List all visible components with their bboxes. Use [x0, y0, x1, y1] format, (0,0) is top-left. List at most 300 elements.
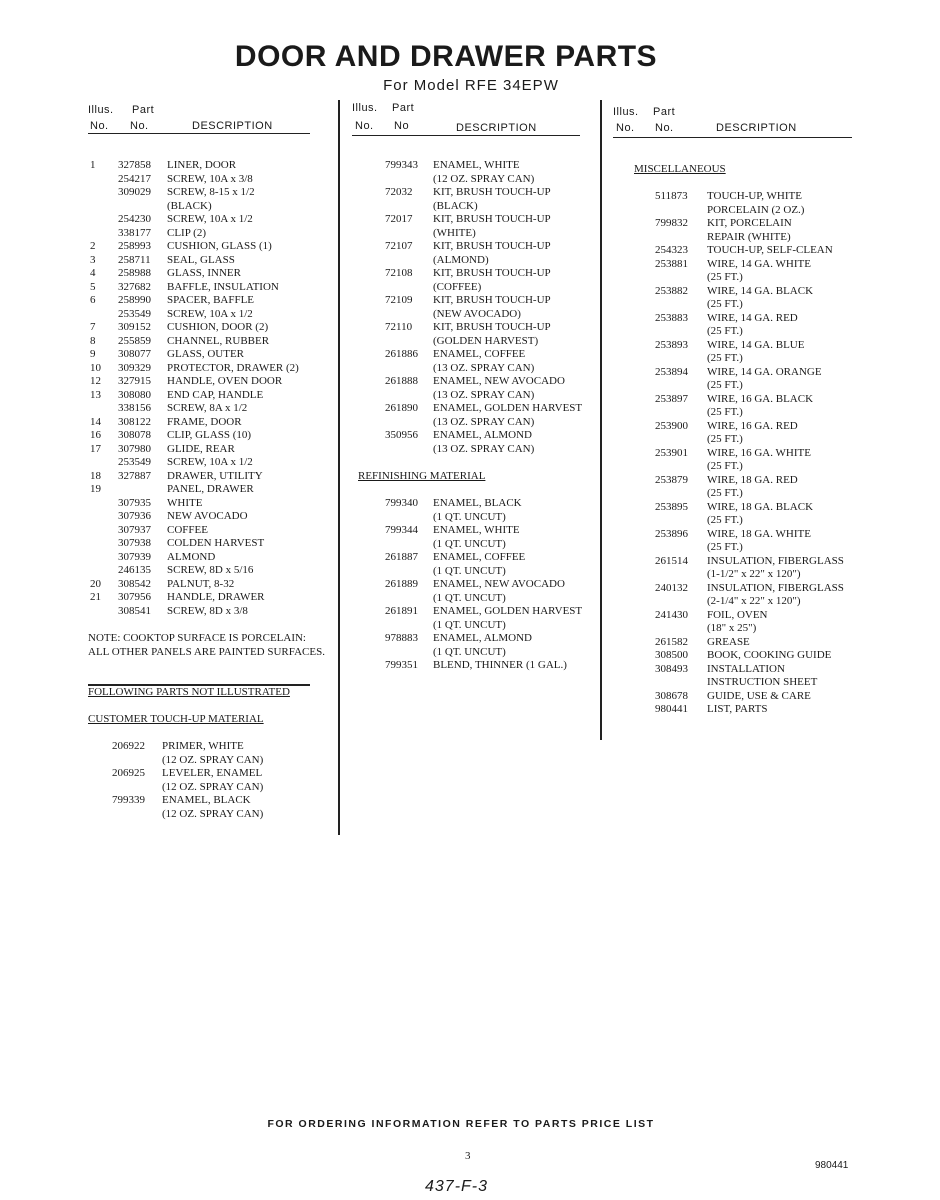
part-number: 253549	[118, 456, 151, 468]
part-row	[88, 227, 338, 241]
part-row	[352, 429, 597, 443]
part-label: Part	[132, 104, 155, 116]
part-number: 241430	[655, 608, 688, 621]
description-label: DESCRIPTION	[456, 122, 537, 134]
part-description: LIST, PARTS	[707, 703, 768, 715]
part-row	[88, 578, 338, 592]
part-number: 327682	[118, 280, 151, 293]
part-number: 799343	[385, 159, 418, 171]
column-divider	[600, 100, 602, 740]
part-row-continuation	[613, 487, 863, 501]
part-description: ENAMEL, GOLDEN HARVEST	[433, 605, 583, 617]
illus-number: 8	[90, 334, 96, 347]
part-description: (25 FT.)	[707, 298, 743, 310]
part-row	[88, 510, 338, 524]
part-number: 72110	[385, 321, 413, 333]
part-row	[613, 190, 863, 204]
part-number: 327858	[118, 159, 151, 171]
part-description: (1 QT. UNCUT)	[433, 645, 506, 658]
part-row-continuation	[88, 200, 338, 214]
part-row-continuation	[352, 443, 597, 457]
part-description: DRAWER, UTILITY	[167, 469, 263, 482]
part-description: ALMOND	[167, 550, 216, 563]
part-description: BLEND, THINNER (1 GAL.)	[433, 659, 567, 671]
part-row	[88, 483, 338, 497]
part-row	[88, 591, 338, 605]
part-row	[613, 474, 863, 488]
header-rule	[88, 133, 310, 134]
part-row	[88, 794, 338, 808]
part-row	[352, 294, 597, 308]
part-row-continuation	[352, 619, 597, 633]
part-number: 327887	[118, 469, 151, 482]
part-number: 206922	[112, 740, 145, 752]
part-description: (NEW AVOCADO)	[433, 307, 521, 320]
illus-number: 4	[90, 267, 96, 279]
part-number: 799344	[385, 524, 418, 536]
part-description: TOUCH-UP, WHITE	[707, 190, 802, 202]
part-description: WIRE, 18 GA. WHITE	[707, 527, 811, 540]
part-description: CUSHION, DOOR (2)	[167, 321, 269, 333]
refinishing-heading: REFINISHING MATERIAL	[358, 470, 486, 482]
part-row-continuation	[613, 204, 863, 218]
part-number: 258988	[118, 267, 151, 279]
part-description: CHANNEL, RUBBER	[167, 334, 270, 347]
part-description: (13 OZ. SPRAY CAN)	[433, 361, 535, 374]
part-number: 72017	[385, 213, 413, 225]
part-description: GLASS, OUTER	[167, 348, 245, 360]
part-description: ENAMEL, GOLDEN HARVEST	[433, 402, 583, 414]
part-number: 254217	[118, 172, 151, 185]
part-description: WIRE, 16 GA. WHITE	[707, 446, 811, 459]
part-row-continuation	[352, 538, 597, 552]
part-number: 258990	[118, 294, 151, 306]
part-row-continuation	[613, 676, 863, 690]
part-row	[88, 267, 338, 281]
part-description: ENAMEL, COFFEE	[433, 551, 526, 563]
part-row-continuation	[613, 406, 863, 420]
part-description: WIRE, 18 GA. RED	[707, 473, 798, 486]
part-description: (25 FT.)	[707, 460, 743, 472]
touchup-list	[88, 740, 338, 821]
part-number: 307936	[118, 510, 151, 522]
part-row-continuation	[88, 754, 338, 768]
part-row	[613, 609, 863, 623]
part-row	[613, 285, 863, 299]
part-row-continuation	[613, 460, 863, 474]
part-number: 261514	[655, 554, 688, 567]
part-row	[88, 497, 338, 511]
part-row-continuation	[613, 231, 863, 245]
part-number: 261888	[385, 375, 418, 387]
part-number: 253882	[655, 284, 688, 297]
part-description: FOIL, OVEN	[707, 608, 768, 621]
illus-label: Illus.	[352, 102, 378, 114]
part-number: 307980	[118, 442, 151, 455]
part-number: 240132	[655, 581, 688, 594]
part-description: (25 FT.)	[707, 406, 743, 418]
part-row	[88, 240, 338, 254]
part-description: GLASS, INNER	[167, 267, 241, 279]
part-number: 253549	[118, 307, 151, 320]
part-row-continuation	[613, 568, 863, 582]
part-description: WIRE, 14 GA. RED	[707, 311, 798, 324]
part-description: SCREW, 8D x 5/16	[167, 564, 254, 576]
part-description: KIT, BRUSH TOUCH-UP	[433, 321, 551, 333]
part-row-continuation	[613, 541, 863, 555]
illus-number: 20	[90, 577, 101, 590]
part-row-continuation	[352, 362, 597, 376]
part-number: 307956	[118, 591, 151, 603]
part-row	[613, 555, 863, 569]
no-label: No.	[655, 122, 674, 134]
part-description: (18" x 25")	[707, 622, 757, 634]
part-description: (1-1/2" x 22" x 120")	[707, 568, 801, 580]
part-description: INSTALLATION	[707, 662, 785, 675]
part-row-continuation	[352, 173, 597, 187]
part-description: NEW AVOCADO	[167, 510, 248, 522]
part-number: 308500	[655, 649, 688, 661]
model-subtitle: For Model RFE 34EPW	[383, 77, 559, 94]
part-number: 307935	[118, 496, 151, 509]
part-row	[88, 740, 338, 754]
part-number: 338156	[118, 402, 151, 414]
illus-number: 2	[90, 240, 96, 252]
part-number: 307938	[118, 537, 151, 549]
part-description: SCREW, 10A x 1/2	[167, 307, 253, 320]
part-row	[613, 420, 863, 434]
part-row	[88, 335, 338, 349]
part-row	[88, 294, 338, 308]
part-description: ENAMEL, BLACK	[162, 794, 251, 806]
part-number: 253879	[655, 473, 688, 486]
part-number: 261887	[385, 551, 418, 563]
part-row	[613, 244, 863, 258]
part-row	[613, 649, 863, 663]
part-number: 338177	[118, 226, 151, 239]
part-row	[88, 551, 338, 565]
page-title: DOOR AND DRAWER PARTS	[234, 40, 658, 73]
part-row	[613, 501, 863, 515]
part-row-continuation	[352, 565, 597, 579]
part-description: INSTRUCTION SHEET	[707, 676, 818, 688]
part-number: 309152	[118, 321, 151, 333]
part-description: WIRE, 14 GA. BLACK	[707, 284, 814, 297]
part-description: END CAP, HANDLE	[167, 388, 264, 401]
part-row	[352, 578, 597, 592]
no-label: No.	[616, 122, 635, 134]
header-rule	[613, 137, 852, 138]
part-row-continuation	[352, 254, 597, 268]
part-number: 258711	[118, 253, 151, 266]
part-description: PANEL, DRAWER	[167, 483, 254, 495]
handwritten-note: 437-F-3	[425, 1178, 489, 1195]
part-description: SPACER, BAFFLE	[167, 294, 255, 306]
part-row	[613, 690, 863, 704]
part-description: GREASE	[707, 635, 750, 648]
part-description: ENAMEL, WHITE	[433, 159, 520, 171]
part-description: (1 QT. UNCUT)	[433, 537, 506, 550]
part-row	[352, 659, 597, 673]
finish-note: NOTE: COOKTOP SURFACE IS PORCELAIN: ALL OTHER PANELS ARE PAINTED SURFACES.	[88, 632, 325, 658]
part-description: COLDEN HARVEST	[167, 537, 265, 549]
part-row	[613, 339, 863, 353]
part-description: SCREW, 10A x 1/2	[167, 456, 253, 468]
illus-number: 5	[90, 280, 96, 293]
part-description: (1 QT. UNCUT)	[433, 564, 506, 577]
part-description: PROTECTOR, DRAWER (2)	[167, 361, 299, 374]
part-description: PRIMER, WHITE	[162, 740, 244, 752]
part-description: LINER, DOOR	[167, 159, 237, 171]
part-row	[88, 308, 338, 322]
part-description: REPAIR (WHITE)	[707, 230, 791, 243]
part-description: (12 OZ. SPRAY CAN)	[433, 172, 535, 185]
col1-parts-list	[88, 159, 338, 618]
part-number: 308541	[118, 604, 151, 617]
part-row-continuation	[352, 200, 597, 214]
no-label: No.	[90, 120, 109, 132]
part-description: (25 FT.)	[707, 541, 743, 553]
part-description: KIT, BRUSH TOUCH-UP	[433, 294, 551, 306]
part-row	[88, 605, 338, 619]
part-number: 799351	[385, 659, 418, 671]
part-number: 253897	[655, 392, 688, 405]
part-row	[613, 703, 863, 717]
part-number: 799832	[655, 217, 688, 229]
part-number: 308493	[655, 662, 688, 675]
part-description: HANDLE, OVEN DOOR	[167, 375, 283, 387]
part-number: 253900	[655, 419, 688, 432]
part-row-continuation	[352, 335, 597, 349]
part-row	[613, 636, 863, 650]
misc-list	[613, 190, 863, 717]
illus-number: 7	[90, 321, 96, 333]
illus-number: 6	[90, 294, 96, 306]
part-description: SCREW, 10A x 3/8	[167, 172, 253, 185]
part-number: 253883	[655, 311, 688, 324]
header-rule	[352, 135, 580, 136]
part-row	[352, 186, 597, 200]
part-number: 511873	[655, 190, 688, 202]
illus-number: 19	[90, 483, 101, 495]
not-illustrated-heading: FOLLOWING PARTS NOT ILLUSTRATED	[88, 686, 290, 698]
part-description: SCREW, 10A x 1/2	[167, 213, 253, 225]
part-number: 253896	[655, 527, 688, 540]
part-row-continuation	[352, 281, 597, 295]
part-description: BAFFLE, INSULATION	[167, 280, 279, 293]
part-description: ENAMEL, COFFEE	[433, 348, 526, 360]
part-number: 206925	[112, 767, 145, 779]
illus-number: 17	[90, 442, 101, 455]
part-description: (25 FT.)	[707, 379, 743, 391]
part-description: CUSHION, GLASS (1)	[167, 240, 272, 252]
part-number: 261889	[385, 578, 418, 590]
part-description: TOUCH-UP, SELF-CLEAN	[707, 244, 833, 256]
part-description: LEVELER, ENAMEL	[162, 767, 263, 779]
part-number: 261890	[385, 402, 418, 414]
part-number: 308080	[118, 388, 151, 401]
illus-number: 21	[90, 591, 101, 603]
part-row	[352, 402, 597, 416]
part-row	[88, 470, 338, 484]
part-description: WIRE, 14 GA. BLUE	[707, 338, 805, 351]
part-row-continuation	[352, 227, 597, 241]
page-number: 3	[465, 1150, 471, 1162]
part-row	[352, 497, 597, 511]
part-number: 255859	[118, 334, 151, 347]
part-number: 308542	[118, 577, 151, 590]
part-row	[352, 605, 597, 619]
part-number: 307937	[118, 523, 151, 536]
part-row	[352, 321, 597, 335]
part-row-continuation	[352, 511, 597, 525]
column-divider	[338, 100, 340, 835]
document-number: 980441	[815, 1160, 849, 1171]
part-row	[88, 186, 338, 200]
part-description: (25 FT.)	[707, 271, 743, 283]
part-number: 307939	[118, 550, 151, 563]
part-number: 253894	[655, 365, 688, 378]
part-row	[613, 663, 863, 677]
part-number: 350956	[385, 429, 418, 441]
part-row-continuation	[613, 352, 863, 366]
illus-number: 14	[90, 415, 101, 428]
no-label: No	[394, 120, 410, 132]
part-description: (12 OZ. SPRAY CAN)	[162, 780, 264, 793]
description-label: DESCRIPTION	[192, 120, 273, 132]
part-description: (25 FT.)	[707, 487, 743, 499]
part-description: ENAMEL, NEW AVOCADO	[433, 578, 565, 590]
part-description: CLIP (2)	[167, 226, 207, 239]
part-description: SCREW, 8D x 3/8	[167, 604, 248, 617]
part-number: 261582	[655, 635, 688, 648]
part-description: SCREW, 8A x 1/2	[167, 402, 248, 414]
part-label: Part	[653, 106, 676, 118]
part-description: SEAL, GLASS	[167, 253, 235, 266]
part-description: (25 FT.)	[707, 433, 743, 445]
part-description: (1 QT. UNCUT)	[433, 591, 506, 604]
part-description: INSULATION, FIBERGLASS	[707, 554, 844, 567]
part-number: 308078	[118, 429, 151, 441]
part-description: (13 OZ. SPRAY CAN)	[433, 415, 535, 428]
part-description: WIRE, 16 GA. BLACK	[707, 392, 814, 405]
illus-number: 18	[90, 469, 101, 482]
part-description: (1 QT. UNCUT)	[433, 510, 506, 523]
col2-parts-list	[352, 159, 597, 456]
part-number: 246135	[118, 564, 151, 576]
part-description: PORCELAIN (2 OZ.)	[707, 203, 805, 216]
part-description: WHITE	[167, 496, 203, 509]
miscellaneous-heading: MISCELLANEOUS	[634, 163, 726, 175]
part-description: WIRE, 18 GA. BLACK	[707, 500, 814, 513]
part-row	[88, 767, 338, 781]
part-row	[613, 582, 863, 596]
part-number: 309329	[118, 361, 151, 374]
part-description: ENAMEL, NEW AVOCADO	[433, 375, 565, 387]
part-row-continuation	[613, 379, 863, 393]
part-row	[613, 258, 863, 272]
part-number: 253893	[655, 338, 688, 351]
part-description: (2-1/4" x 22" x 120")	[707, 595, 801, 607]
part-description: (ALMOND)	[433, 253, 489, 266]
part-description: (GOLDEN HARVEST)	[433, 334, 539, 347]
part-row	[352, 551, 597, 565]
part-description: KIT, BRUSH TOUCH-UP	[433, 240, 551, 252]
part-row	[88, 375, 338, 389]
part-row-continuation	[613, 595, 863, 609]
part-row	[88, 416, 338, 430]
part-number: 327915	[118, 375, 151, 387]
part-label: Part	[392, 102, 415, 114]
part-number: 72032	[385, 186, 413, 198]
part-description: KIT, BRUSH TOUCH-UP	[433, 267, 551, 279]
part-description: (BLACK)	[167, 199, 212, 212]
part-row	[352, 348, 597, 362]
part-description: (WHITE)	[433, 226, 476, 239]
part-number: 980441	[655, 703, 688, 715]
part-row	[88, 443, 338, 457]
description-label: DESCRIPTION	[716, 122, 797, 134]
part-row	[613, 447, 863, 461]
no-label: No.	[130, 120, 149, 132]
part-description: (13 OZ. SPRAY CAN)	[433, 388, 535, 401]
part-description: ENAMEL, BLACK	[433, 497, 522, 509]
part-row	[88, 362, 338, 376]
part-row	[352, 524, 597, 538]
part-description: GLIDE, REAR	[167, 442, 235, 455]
part-number: 253901	[655, 446, 688, 459]
part-row	[352, 632, 597, 646]
part-description: (13 OZ. SPRAY CAN)	[433, 442, 535, 455]
part-number: 254230	[118, 213, 151, 225]
part-row	[88, 254, 338, 268]
part-row	[88, 564, 338, 578]
part-row	[88, 348, 338, 362]
part-number: 308122	[118, 415, 151, 428]
part-row-continuation	[613, 514, 863, 528]
part-row	[352, 240, 597, 254]
part-row-continuation	[88, 808, 338, 822]
part-row	[352, 375, 597, 389]
part-description: (25 FT.)	[707, 352, 743, 364]
part-number: 72109	[385, 294, 413, 306]
part-description: FRAME, DOOR	[167, 415, 242, 428]
part-description: (12 OZ. SPRAY CAN)	[162, 753, 264, 766]
part-number: 261891	[385, 605, 418, 617]
part-row-continuation	[88, 781, 338, 795]
illus-number: 3	[90, 253, 96, 266]
part-number: 308077	[118, 348, 151, 360]
touchup-heading: CUSTOMER TOUCH-UP MATERIAL	[88, 713, 264, 725]
illus-number: 1	[90, 159, 96, 171]
part-number: 72108	[385, 267, 413, 279]
part-description: INSULATION, FIBERGLASS	[707, 581, 844, 594]
illus-number: 10	[90, 361, 101, 374]
part-description: CLIP, GLASS (10)	[167, 429, 252, 441]
part-row-continuation	[613, 298, 863, 312]
part-row	[88, 213, 338, 227]
part-description: KIT, BRUSH TOUCH-UP	[433, 213, 551, 225]
part-row	[88, 281, 338, 295]
part-description: (25 FT.)	[707, 325, 743, 337]
part-row-continuation	[613, 433, 863, 447]
part-row	[613, 217, 863, 231]
part-row	[613, 312, 863, 326]
part-number: 261886	[385, 348, 418, 360]
part-row	[88, 456, 338, 470]
part-row-continuation	[352, 646, 597, 660]
part-row-continuation	[352, 389, 597, 403]
